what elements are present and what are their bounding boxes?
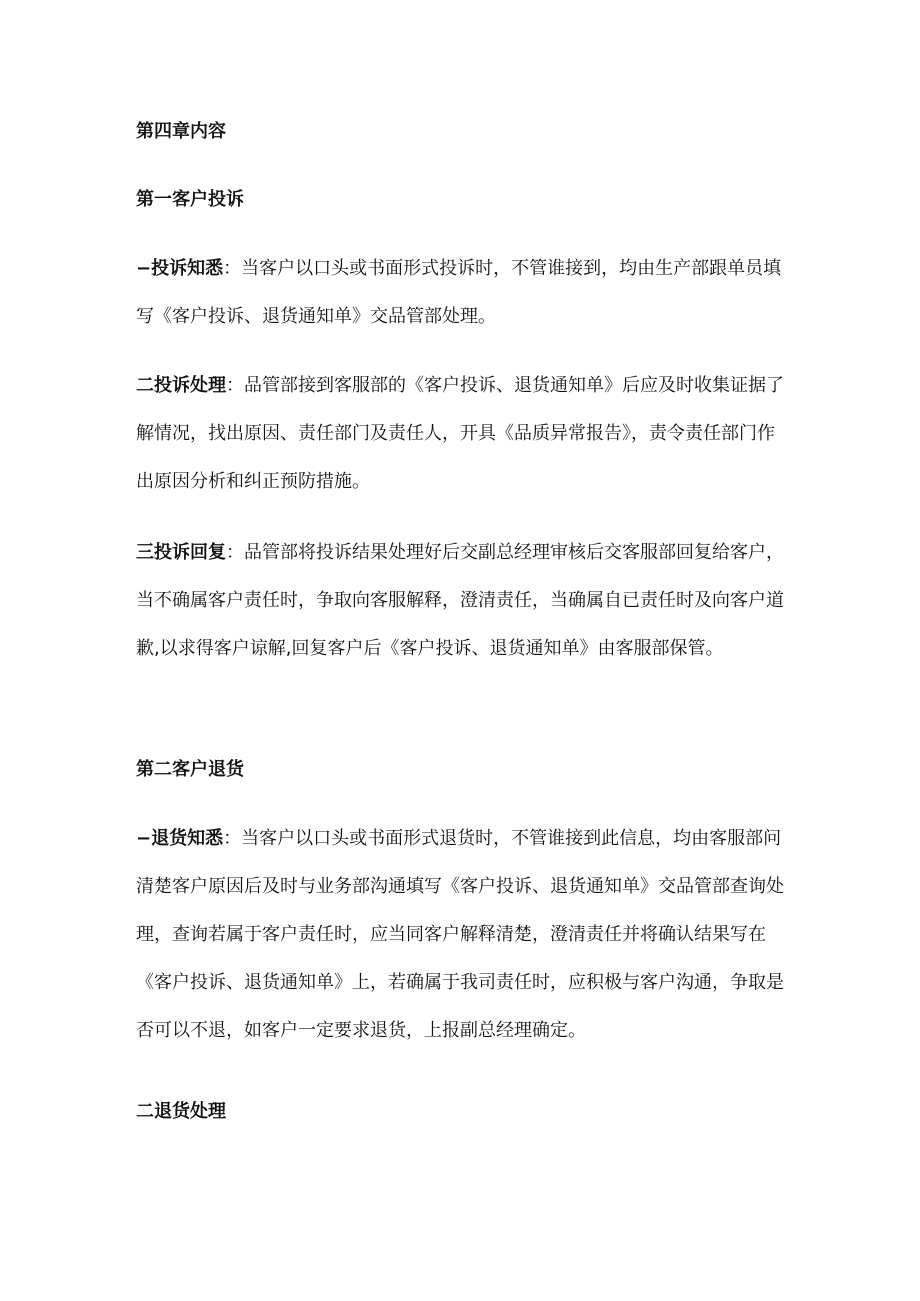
paragraph-label: −退货知悉 [136, 828, 224, 849]
paragraph-text: ：品管部将投诉结果处理好后交副总经理审核后交客服部回复给客户，当不确属客户责任时，争取向客服解释，澄清责任，当确属自已责任时及向客户道歉,以求得客户谅解,回复客户后《客户投诉、退货通知单》由客服部保管。 [136, 542, 784, 659]
paragraph-complaint-notice [136, 245, 786, 341]
paragraph-label: −投诉知悉 [136, 258, 224, 279]
paragraph-complaint-reply [136, 529, 786, 673]
sub-heading-return-handling: 二退货处理 [136, 1101, 226, 1122]
paragraph-return-notice [136, 815, 786, 1055]
paragraph-label: 二投诉处理 [136, 375, 226, 396]
paragraph-text: ：品管部接到客服部的《客户投诉、退货通知单》后应及时收集证据了解情况，找出原因、责任部门及责任人，开具《品质异常报告》，责令责任部门作出原因分析和纠正预防措施。 [136, 375, 784, 492]
section-title-returns: 第二客户退货 [136, 759, 244, 780]
paragraph-text: ：当客户以口头或书面形式投诉时，不管谁接到，均由生产部跟单员填写《客户投诉、退货通知单》交品管部处理。 [136, 258, 782, 327]
paragraph-label: 三投诉回复 [136, 542, 226, 563]
chapter-title: 第四章内容 [136, 121, 226, 142]
section-title-complaints: 第一客户投诉 [136, 189, 244, 210]
paragraph-complaint-handling [136, 362, 786, 506]
paragraph-text: ：当客户以口头或书面形式退货时，不管谁接到此信息，均由客服部问清楚客户原因后及时与业务部沟通填写《客户投诉、退货通知单》交品管部查询处理，查询若属于客户责任时，应当同客户解释清楚，澄清责任并将确认结果写在《客户投诉、退货通知单》上，若确属于我司责任时，应积极与客户沟通，争取是否可以不退，如客户一定要求退货，上报副总经理确定。 [136, 828, 784, 1041]
